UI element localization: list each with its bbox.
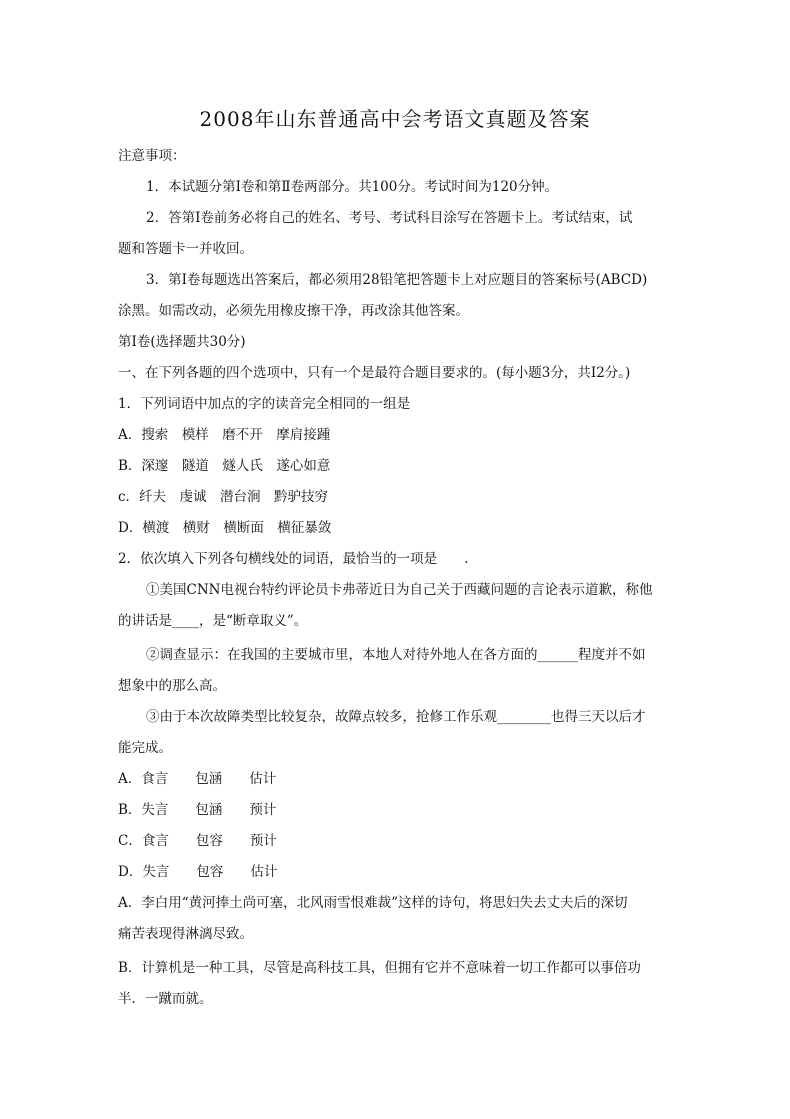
question-2-option-b: B．失言 包涵 预计 (118, 802, 277, 818)
question-2-option-d: D．失言 包容 估计 (118, 864, 278, 880)
notice-item-2-cont: 题和答题卡一并收回。 (118, 241, 253, 257)
question-1-option-a: A．搜索 模样 磨不开 摩肩接踵 (118, 427, 331, 443)
question-3-option-a: A．李白用“黄河捧土尚可塞，北风雨雪恨难裁”这样的诗句，将思妇失去丈夫后的深切 (118, 895, 628, 911)
question-3-option-b: B．计算机是一种工具，尽管是高科技工具，但拥有它并不意味着一切工作都可以事倍功 (118, 960, 641, 976)
question-1-option-b: B．深邃 隧道 燧人氏 遂心如意 (118, 458, 331, 474)
question-2-sentence-1: ①美国CNN电视台特约评论员卡弗蒂近日为自己关于西藏问题的言论表示道歉，称他 (146, 582, 653, 598)
question-2-sentence-2: ②调查显示：在我国的主要城市里，本地人对待外地人在各方面的______程度并不如 (146, 647, 646, 663)
section-heading: 第Ⅰ卷(选择题共30分) (118, 334, 246, 350)
document-title: 2008年山东普通高中会考语文真题及答案 (199, 107, 591, 131)
question-2-stem: 2．依次填入下列各句横线处的词语，最恰当的一项是 . (118, 551, 469, 567)
question-1-stem: 1．下列词语中加点的字的读音完全相同的一组是 (118, 396, 411, 412)
notice-item-3: 3．第Ⅰ卷每题选出答案后，都必须用28铅笔把答题卡上对应题目的答案标号(ABCD) (146, 272, 648, 288)
question-3-option-b-cont: 半．一蹴而就。 (118, 991, 213, 1007)
question-1-option-c: c．纤夫 虔诚 潜台涧 黔驴技穷 (118, 489, 329, 505)
question-1-option-d: D．横渡 横财 横断面 横征暴敛 (118, 520, 332, 536)
question-2-option-a: A．食言 包涵 估计 (118, 771, 277, 787)
question-3-option-a-cont: 痛苦表现得淋漓尽致。 (118, 926, 253, 942)
part-one-instruction: 一、在下列各题的四个选项中，只有一个是最符合题目要求的。(每小题3分，共I2分。) (118, 365, 631, 381)
notice-item-2: 2．答第Ⅰ卷前务必将自己的姓名、考号、考试科目涂写在答题卡上。考试结束，试 (146, 210, 633, 226)
question-2-sentence-2-cont: 想象中的那么高。 (118, 678, 226, 694)
question-2-option-c: C．食言 包容 预计 (118, 833, 277, 849)
question-2-sentence-1-cont: 的讲话是____，是“断章取义”。 (118, 613, 308, 629)
question-2-sentence-3-cont: 能完成。 (118, 740, 172, 756)
question-2-sentence-3: ③由于本次故障类型比较复杂，故障点较多，抢修工作乐观________也得三天以后才 (146, 709, 646, 725)
notice-item-3-cont: 涂黑。如需改动，必须先用橡皮擦干净，再改涂其他答案。 (118, 303, 469, 319)
notice-heading: 注意事项： (118, 148, 186, 164)
notice-item-1: 1．本试题分第Ⅰ卷和第Ⅱ卷两部分。共100分。考试时间为120分钟。 (146, 179, 559, 195)
